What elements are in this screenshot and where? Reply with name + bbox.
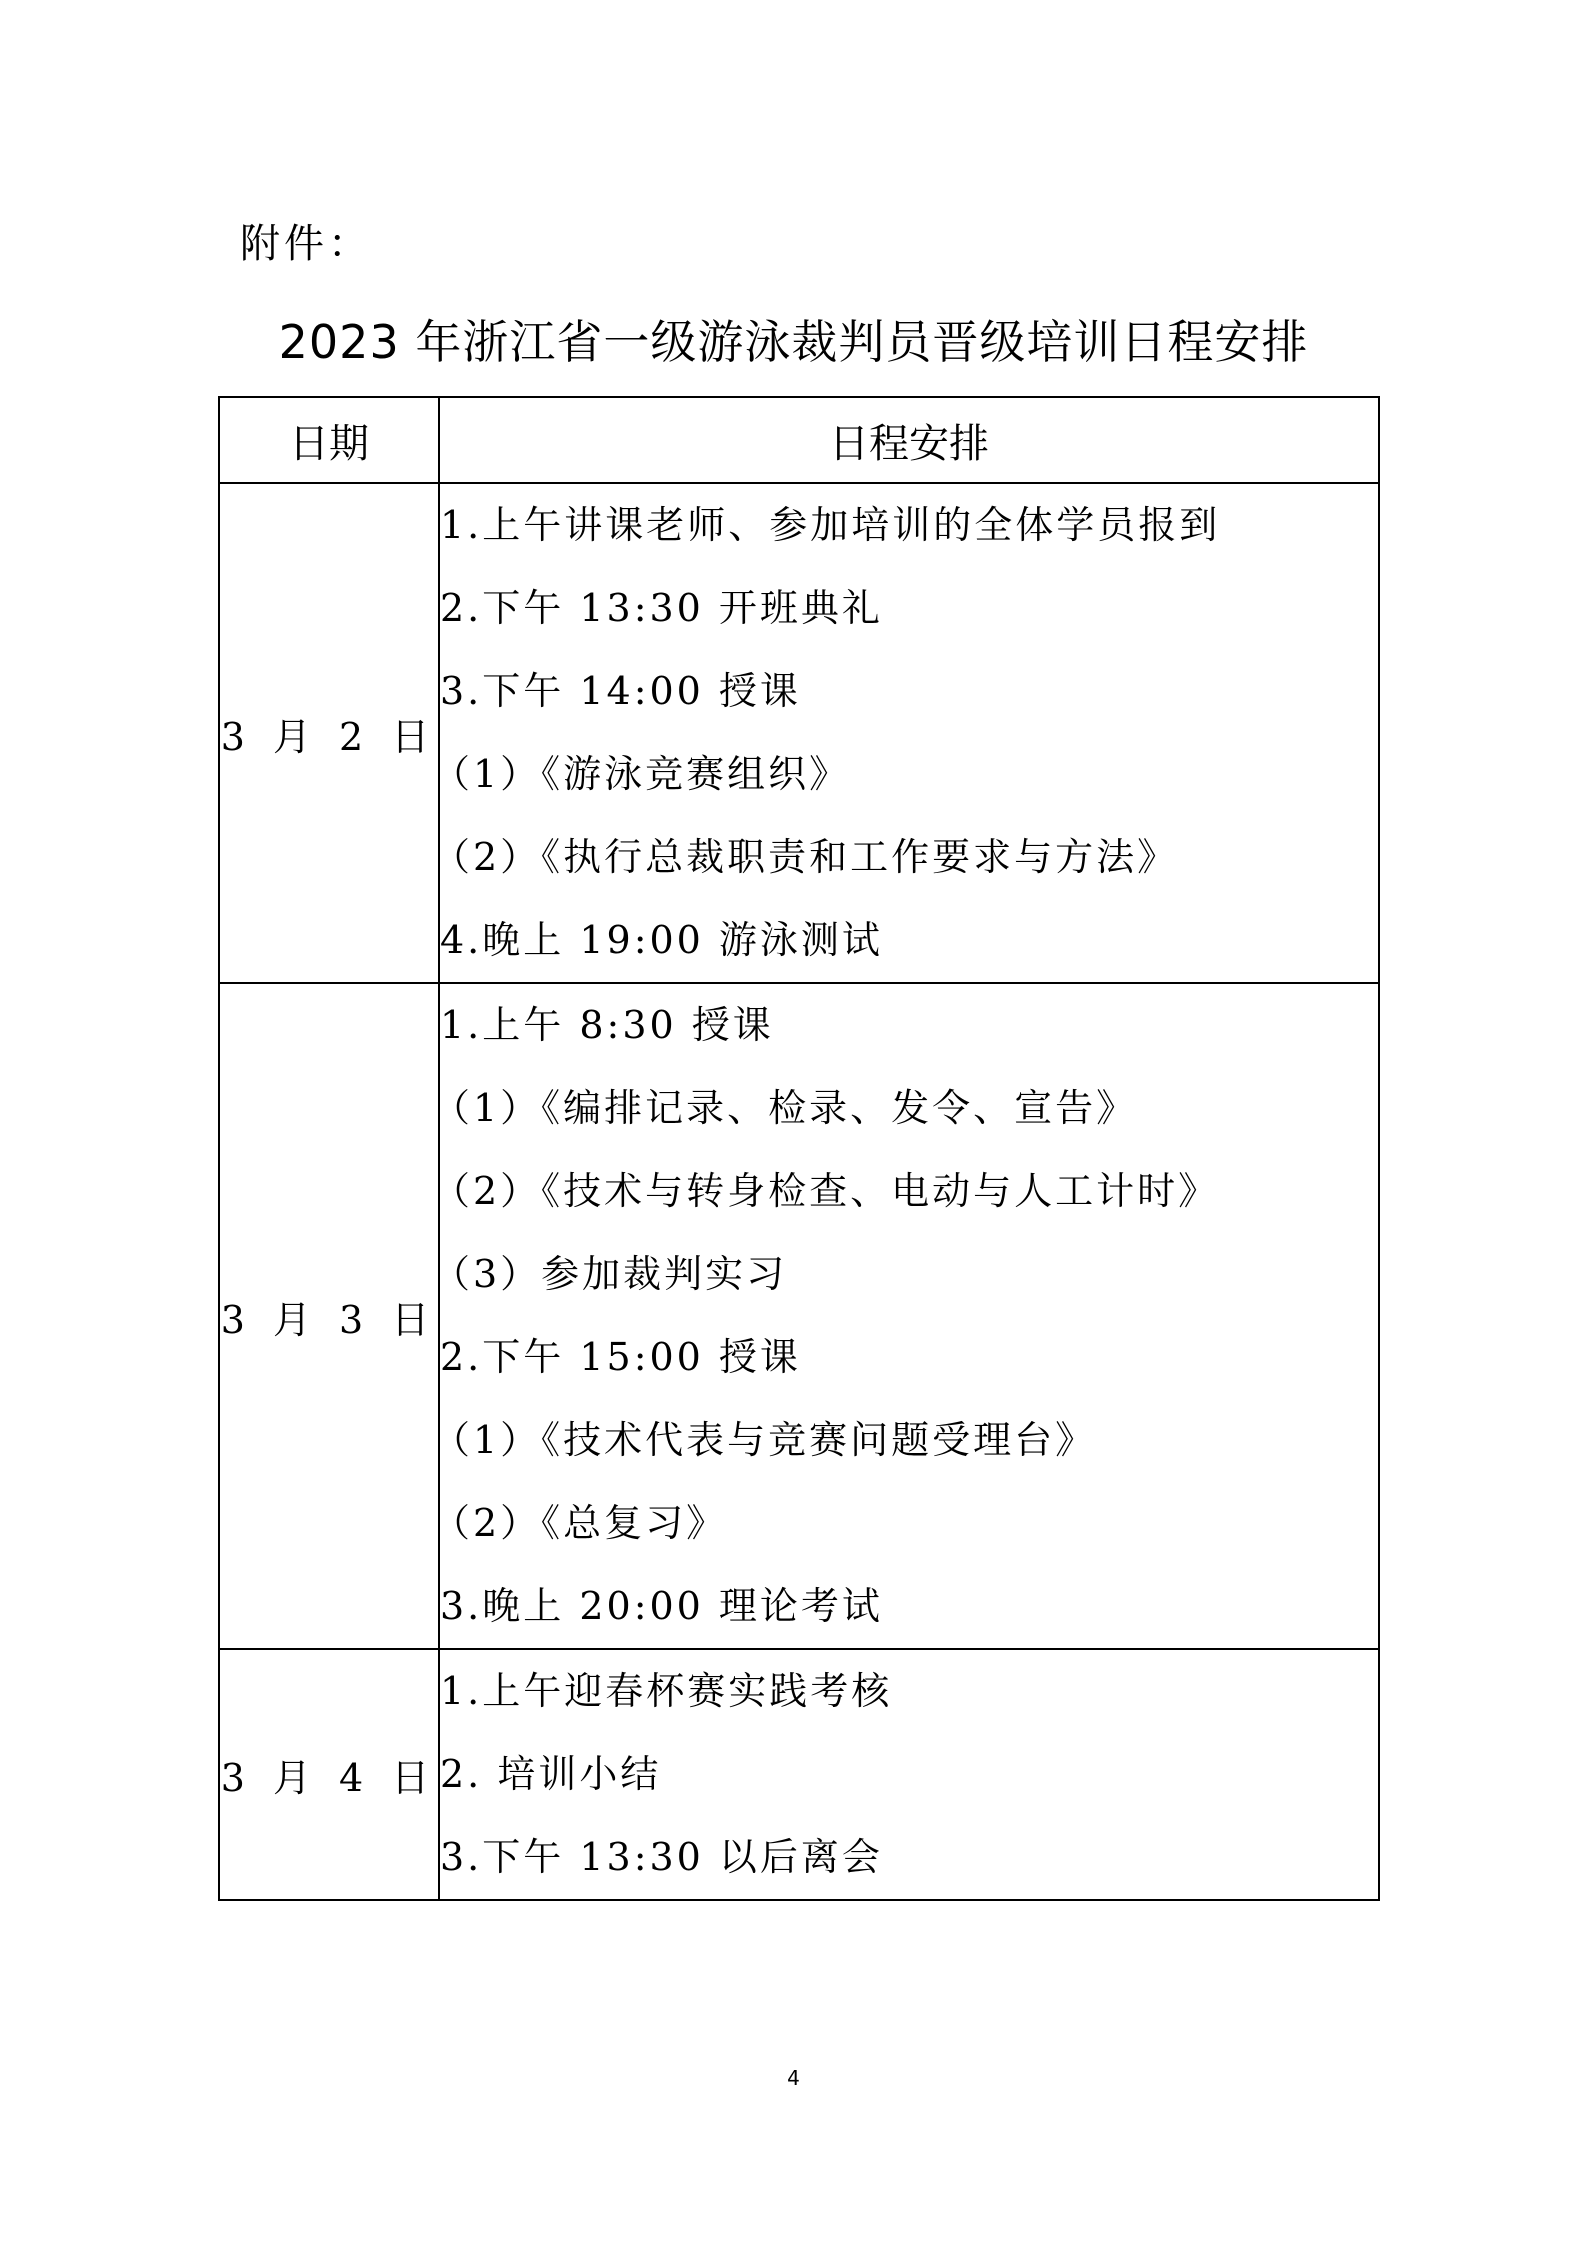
schedule-item: 2.下午 13:30 开班典礼 [440, 586, 883, 630]
schedule-cell [439, 1649, 1379, 1900]
header-date: 日期 [219, 397, 439, 483]
schedule-cell [432, 483, 1379, 983]
schedule-item: （1）《游泳竞赛组织》 [432, 752, 851, 796]
schedule-item: （2）《技术与转身检查、电动与人工计时》 [432, 1169, 1220, 1213]
date-cell: 3 月 2 日 [219, 483, 439, 983]
schedule-item: （2）《执行总裁职责和工作要求与方法》 [432, 835, 1179, 879]
schedule-item: （1）《技术代表与竞赛问题受理台》 [432, 1418, 1097, 1462]
date-cell: 3 月 4 日 [219, 1649, 439, 1900]
date-cell: 3 月 3 日 [219, 983, 439, 1649]
schedule-item: 3.下午 14:00 授课 [440, 669, 801, 713]
table-row [219, 1649, 1379, 1900]
page-number: 4 [787, 2066, 800, 2090]
attachment-label: 附件： [240, 221, 372, 267]
schedule-item: （2）《总复习》 [432, 1501, 728, 1545]
schedule-item: （3）参加裁判实习 [432, 1252, 788, 1296]
schedule-item: 2.下午 15:00 授课 [440, 1335, 801, 1379]
schedule-table [218, 396, 1380, 1901]
schedule-item: 1.上午讲课老师、参加培训的全体学员报到 [440, 503, 1221, 547]
schedule-item: 4.晚上 19:00 游泳测试 [440, 918, 883, 962]
header-schedule: 日程安排 [439, 397, 1379, 483]
table-header-row [219, 397, 1379, 483]
schedule-cell [432, 983, 1379, 1649]
schedule-item: 3.下午 13:30 以后离会 [440, 1835, 883, 1879]
schedule-item: 3.晚上 20:00 理论考试 [440, 1584, 883, 1628]
document-title: 2023 年浙江省一级游泳裁判员晋级培训日程安排 [278, 315, 1309, 369]
table-row [219, 983, 1379, 1649]
schedule-item: 1.上午 8:30 授课 [440, 1003, 774, 1047]
schedule-item: 1.上午迎春杯赛实践考核 [440, 1669, 893, 1713]
schedule-item: （1）《编排记录、检录、发令、宣告》 [432, 1086, 1138, 1130]
table-row [219, 483, 1379, 983]
schedule-item: 2. 培训小结 [440, 1752, 662, 1796]
